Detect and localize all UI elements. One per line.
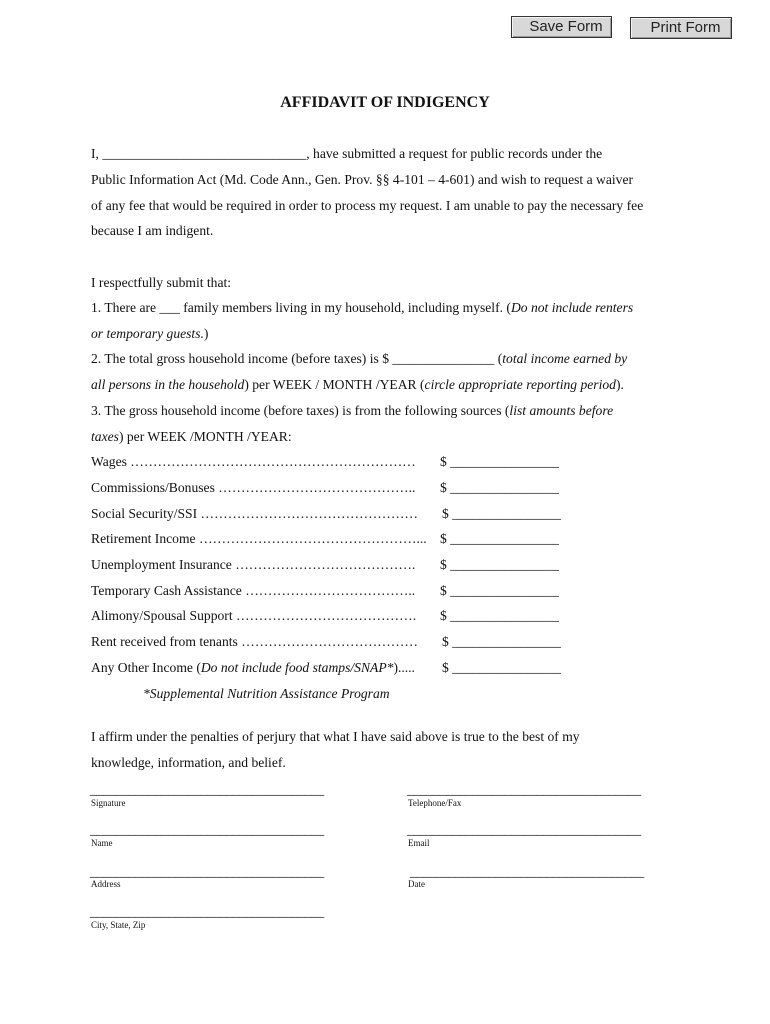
date-label: Date: [408, 879, 425, 889]
amount-field[interactable]: $ ________________: [440, 480, 559, 495]
intro-line-4: because I am indigent.: [91, 223, 214, 238]
item-2-cont: all persons in the household) per WEEK / MONTH /YEAR (circle appropriate reporting period).: [91, 377, 624, 392]
snap-footnote: *Supplemental Nutrition Assistance Program: [143, 686, 390, 701]
amount-field[interactable]: $ ________________: [442, 506, 561, 521]
intro-line-1: I, ______________________________, have submitted a request for public records under the: [91, 146, 603, 161]
signature-line[interactable]: ____________________________________: [90, 782, 324, 797]
item-1-cont: or temporary guests.): [91, 326, 209, 341]
save-form-button[interactable]: Save Form: [511, 16, 612, 38]
item-1: 1. There are ___ family members living in my household, including myself. (Do not include renters: [91, 300, 634, 315]
affirm-line-2: knowledge, information, and belief.: [91, 755, 286, 770]
item-3-cont: taxes) per WEEK /MONTH /YEAR:: [91, 429, 292, 444]
source-row-alimony: Alimony/Spousal Support …………………………………. $ ________________: [91, 608, 559, 623]
intro-line-3: of any fee that would be required in order to process my request. I am unable to pay the necessary fee: [91, 198, 644, 213]
city-line[interactable]: ____________________________________: [90, 904, 324, 919]
document-title: AFFIDAVIT OF INDIGENCY: [280, 94, 490, 111]
amount-field[interactable]: $ ________________: [440, 583, 559, 598]
amount-field[interactable]: $ ________________: [440, 454, 559, 469]
submit-lead: I respectfully submit that:: [91, 275, 232, 290]
date-line[interactable]: ____________________________________: [410, 864, 644, 879]
source-row-tca: Temporary Cash Assistance ……………………………….. $ ________________: [91, 583, 559, 598]
telephone-line[interactable]: ____________________________________: [407, 782, 641, 797]
address-line[interactable]: ____________________________________: [90, 864, 324, 879]
affirm-line-1: I affirm under the penalties of perjury that what I have said above is true to the best of my: [91, 729, 580, 744]
amount-field[interactable]: $ ________________: [440, 557, 559, 572]
email-line[interactable]: ____________________________________: [407, 822, 641, 837]
source-row-social-security: Social Security/SSI ………………………………………… $ ________________: [91, 506, 561, 521]
source-row-rent: Rent received from tenants ………………………………… $ ________________: [91, 634, 561, 649]
address-label: Address: [91, 879, 121, 889]
source-row-wages: Wages ……………………………………………………… $ ________________: [91, 454, 559, 469]
amount-field[interactable]: $ ________________: [440, 608, 559, 623]
name-label: Name: [91, 838, 113, 848]
item-3: 3. The gross household income (before taxes) is from the following sources (list amounts before: [91, 403, 614, 418]
source-row-unemployment: Unemployment Insurance …………………………………. $ ________________: [91, 557, 559, 572]
source-row-retirement: Retirement Income …………………………………………... $ ________________: [91, 531, 559, 546]
intro-line-2: Public Information Act (Md. Code Ann., Gen. Prov. §§ 4-101 – 4-601) and wish to request a waiver: [91, 172, 634, 187]
amount-field[interactable]: $ ________________: [442, 634, 561, 649]
email-label: Email: [408, 838, 430, 848]
amount-field[interactable]: $ ________________: [442, 660, 561, 675]
signature-label: Signature: [91, 798, 126, 808]
amount-field[interactable]: $ ________________: [440, 531, 559, 546]
telephone-label: Telephone/Fax: [408, 798, 462, 808]
item-2: 2. The total gross household income (before taxes) is $ _______________ (total income earned by: [91, 351, 628, 366]
source-row-commissions: Commissions/Bonuses …………………………………….. $ ________________: [91, 480, 559, 495]
print-form-button[interactable]: Print Form: [630, 17, 732, 39]
source-row-other: Any Other Income (Do not include food stamps/SNAP*)..... $ ________________: [91, 660, 561, 675]
city-label: City, State, Zip: [91, 920, 146, 930]
name-line[interactable]: ____________________________________: [90, 822, 324, 837]
